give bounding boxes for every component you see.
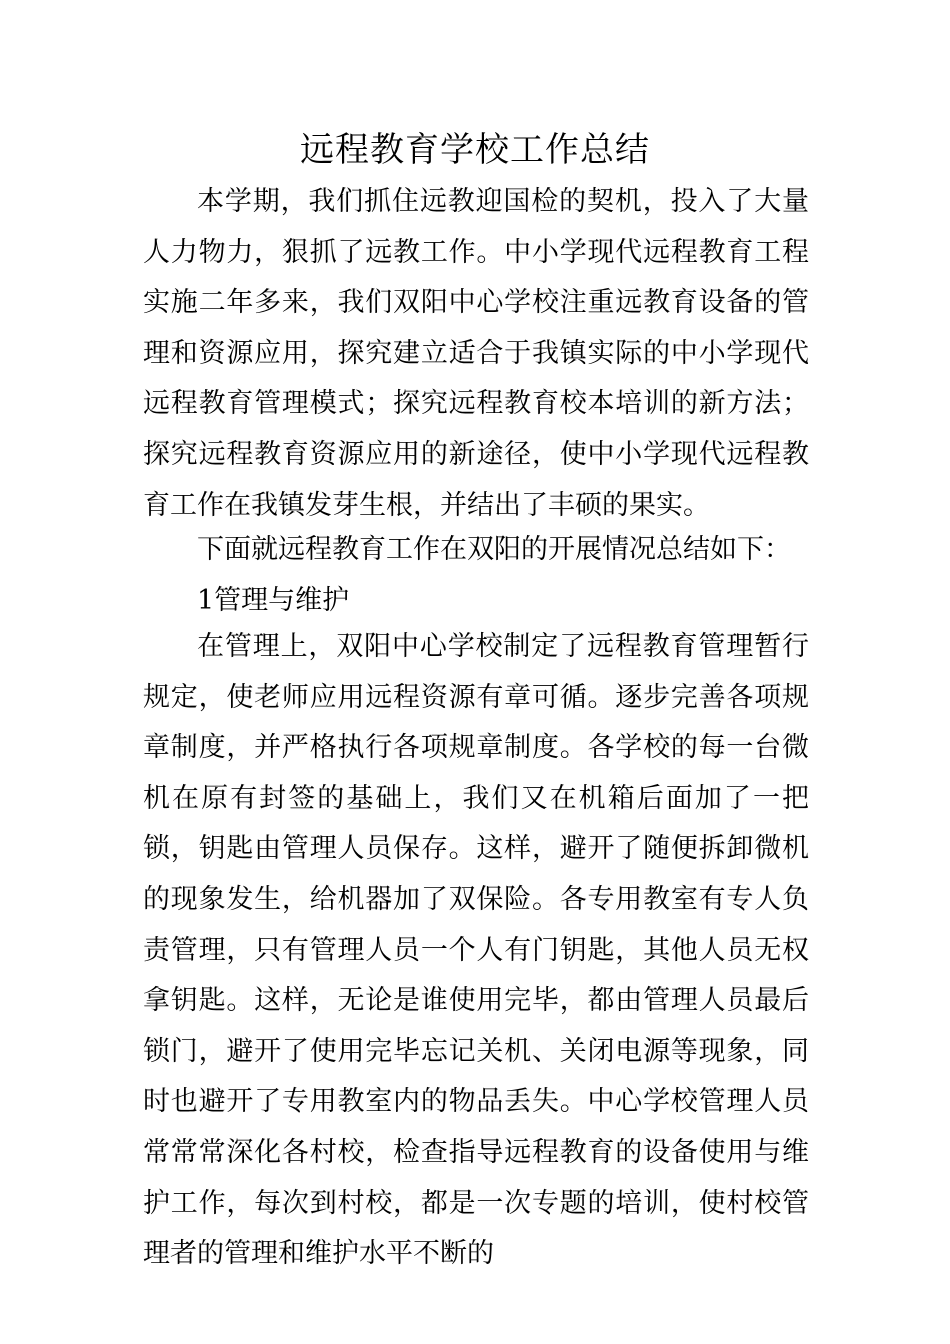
paragraph-management: 在管理上，双阳中心学校制定了远程教育管理暂行规定，使老师应用远程资源有章可循。逐步完善各项规章制度，并严格执行各项规章制度。各学校的每一台微机在原有封签的基础上，我们又在机箱后面加了一把锁，钥匙由管理人员保存。这样，避开了随便拆卸微机的现象发生，给机器加了双保险。各专用教室有专人负责管理，只有管理人员一个人有门钥匙，其他人员无权拿钥匙。这样，无论是谁使用完毕，都由管理人员最后锁门，避开了使用完毕忘记关机、关闭电源等现象，同时也避开了专用教室内的物品丢失。中心学校管理人员常常常深化各村校，检查指导远程教育的设备使用与维护工作，每次到村校，都是一次专题的培训，使村校管理者的管理和维护水平不断的 [143,631,809,1270]
document-title: 远程教育学校工作总结 [300,130,650,170]
paragraph-intro: 本学期，我们抓住远教迎国检的契机，投入了大量人力物力，狠抓了远教工作。中小学现代远程教育工程实施二年多来，我们双阳中心学校注重远教育设备的管理和资源应用，探究建立适合于我镇实际的中小学现代远程教育管理模式；探究远程教育校本培训的新方法；探究远程教育资源应用的新途径，使中小学现代远程教育工作在我镇发芽生根，并结出了丰硕的果实。 [143,186,809,521]
paragraph-summary-lead: 下面就远程教育工作在双阳的开展情况总结如下： [197,534,791,565]
section-heading-management: 1管理与维护 [197,585,350,616]
